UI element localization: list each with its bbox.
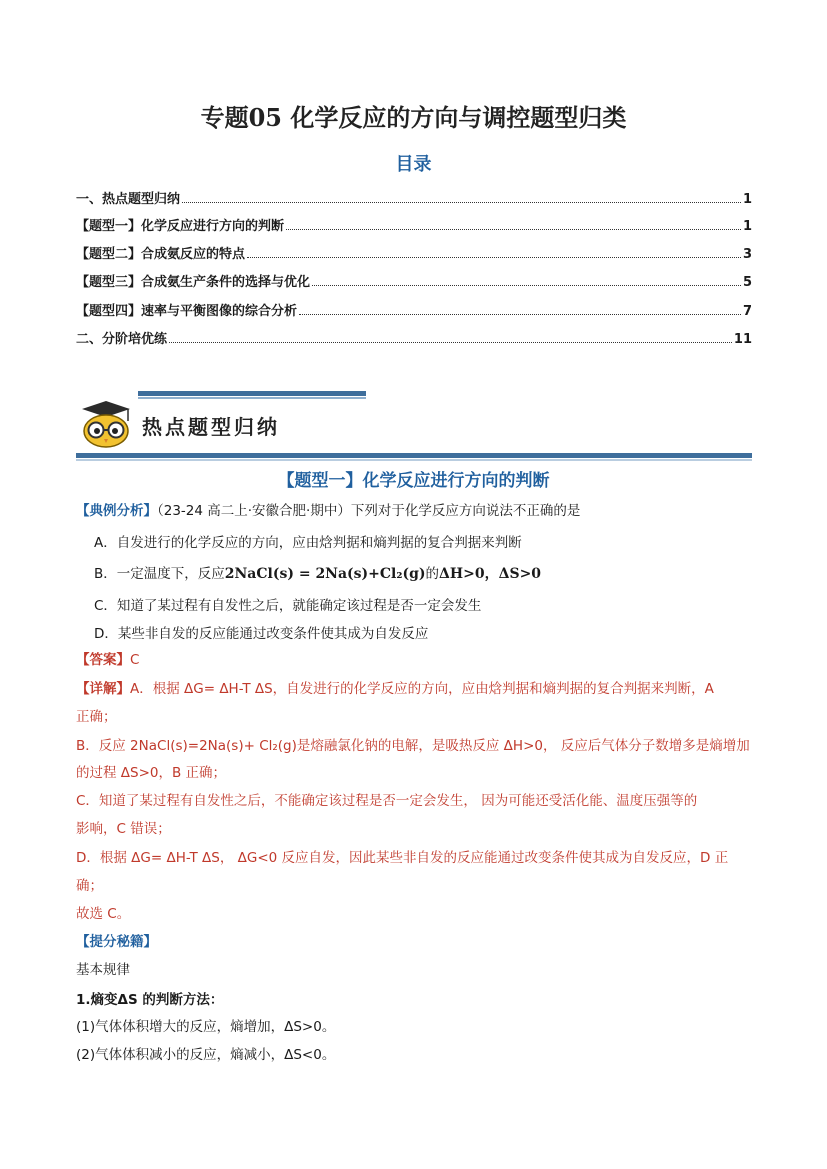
detail-c-line2: 影响，C 错误；: [76, 821, 171, 837]
toc-heading: 目录: [395, 154, 432, 175]
option-d: D．某些非自发的反应能通过改变条件使其成为自发反应: [94, 626, 429, 642]
toc-label: 二、分阶培优练: [76, 332, 168, 347]
section-banner: [76, 389, 752, 464]
detail-d-line1: D．根据 ΔG= ΔH-T ΔS， ΔG<0 反应自发，因此某些非自发的反应能通过改变条件使其成为自发反应，D 正: [76, 850, 729, 866]
tips-tag: 【提分秘籍】: [76, 934, 157, 950]
toc-entry[interactable]: [76, 271, 752, 291]
detail-d-line2: 确；: [76, 878, 103, 894]
toc-page: 11: [733, 332, 752, 347]
detail-a-line1: [76, 680, 752, 698]
banner-top-bar: [138, 391, 366, 396]
tips-item2: (2)气体体积减小的反应，熵减小，ΔS<0。: [76, 1047, 336, 1063]
answer-value: C: [130, 652, 140, 668]
toc-entry[interactable]: [76, 188, 752, 208]
toc-entry[interactable]: [76, 328, 752, 348]
example-tag: 【典例分析】: [76, 503, 157, 519]
document-title: 专题05 化学反应的方向与调控题型归类: [200, 103, 627, 132]
example-source: （23-24 高二上·安徽合肥·期中）下列对于化学反应方向说法不正确的是: [157, 503, 581, 519]
detail-b-line1: B．反应 2NaCl(s)=2Na(s)+ Cl₂(g)是熔融氯化钠的电解，是吸热反应 ΔH>0， 反应后气体分子数增多是熵增加: [76, 738, 750, 754]
toc-page: 1: [742, 219, 752, 234]
toc-leader: [299, 314, 741, 315]
toc-label: 【题型一】化学反应进行方向的判断: [76, 219, 285, 234]
toc-leader: [286, 229, 741, 230]
reaction-equation: 2NaCl(s) = 2Na(s)+Cl₂(g): [224, 566, 426, 582]
tips-basic: 基本规律: [76, 962, 130, 978]
banner-bottom-bar-light: [76, 459, 752, 461]
toc-leader: [182, 202, 741, 203]
toc-entry[interactable]: [76, 215, 752, 235]
banner-top-bar-light: [138, 397, 366, 399]
toc-page: 7: [742, 304, 752, 319]
banner-bottom-bar: [76, 453, 752, 458]
toc-label: 一、热点题型归纳: [76, 192, 181, 207]
tips-rule1: 1.熵变ΔS 的判断方法：: [76, 992, 224, 1008]
detail-b-line2: 的过程 ΔS>0，B 正确；: [76, 765, 227, 781]
toc-label: 【题型三】合成氨生产条件的选择与优化: [76, 275, 311, 290]
detail-a-line2: 正确；: [76, 709, 117, 725]
option-c: C．知道了某过程有自发性之后，就能确定该过程是否一定会发生: [94, 598, 482, 614]
detail-tag: 【详解】: [76, 681, 130, 697]
banner-label: 热点题型归纳: [142, 415, 280, 439]
answer-line: [76, 651, 752, 669]
toc-leader: [247, 257, 741, 258]
detail-conclusion: 故选 C。: [76, 906, 131, 922]
toc-label: 【题型二】合成氨反应的特点: [76, 247, 246, 262]
answer-tag: 【答案】: [76, 652, 130, 668]
section-heading: 【题型一】化学反应进行方向的判断: [277, 471, 550, 491]
toc-page: 1: [742, 192, 752, 207]
toc-leader: [312, 285, 741, 286]
toc-label: 【题型四】速率与平衡图像的综合分析: [76, 304, 298, 319]
toc-entry[interactable]: [76, 300, 752, 320]
detail-a-text: A．根据 ΔG= ΔH-T ΔS，自发进行的化学反应的方向，应由焓判据和熵判据的复合判据来判断，A: [130, 681, 714, 697]
option-a: A．自发进行的化学反应的方向，应由焓判据和熵判据的复合判据来判断: [94, 535, 522, 551]
scholar-owl-icon: [78, 399, 134, 449]
option-b-mid: 的: [425, 566, 440, 582]
detail-c-line1: C．知道了某过程有自发性之后，不能确定该过程是否一定会发生， 因为可能还受活化能、温度压强等的: [76, 793, 698, 809]
option-b-prefix: B．一定温度下，反应: [94, 566, 225, 582]
toc-entry[interactable]: [76, 243, 752, 263]
tips-item1: (1)气体体积增大的反应，熵增加，ΔS>0。: [76, 1019, 336, 1035]
reaction-condition: ΔH>0，ΔS>0: [439, 566, 542, 582]
option-b: [94, 562, 541, 583]
example-intro: [76, 502, 752, 520]
toc-page: 3: [742, 247, 752, 262]
toc-leader: [169, 342, 732, 343]
toc-page: 5: [742, 275, 752, 290]
